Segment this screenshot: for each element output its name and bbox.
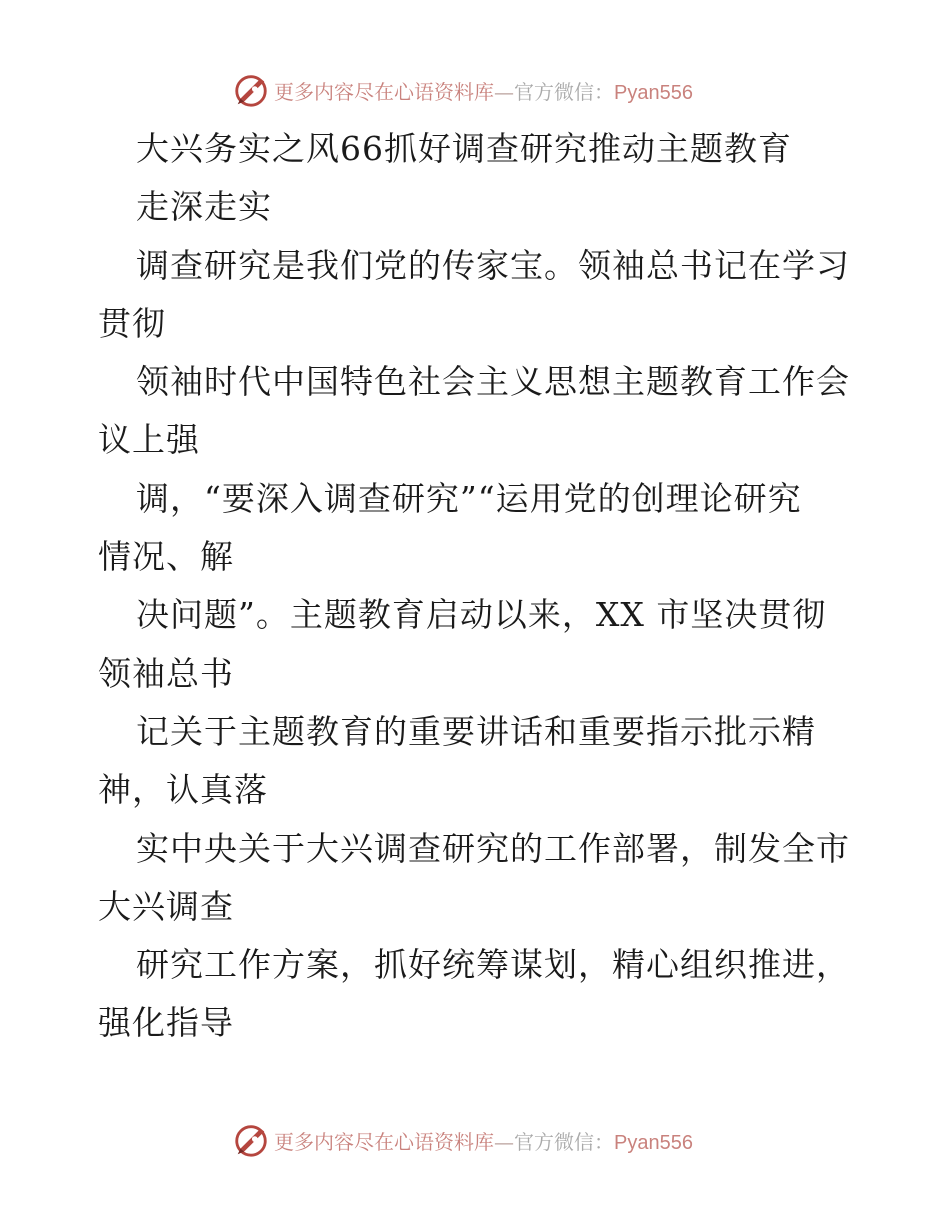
body-line: 领袖时代中国特色社会主义思想主题教育工作会 — [136, 362, 850, 402]
body-line: 情况、解 — [98, 537, 234, 577]
banner-promo: 更多内容尽在心语资料库 — [274, 1129, 494, 1154]
document-body — [98, 120, 858, 1053]
body-line: 研究工作方案，抓好统筹谋划，精心组织推进， — [136, 945, 850, 985]
banner-wechat-id: Pyan556 — [614, 81, 693, 104]
banner-promo: 更多内容尽在心语资料库 — [274, 79, 494, 104]
banner-dash: — — [494, 79, 514, 104]
banner-text — [274, 1126, 693, 1155]
banner-wechat-label: 官方微信： — [514, 79, 614, 104]
pen-logo-icon — [232, 1121, 270, 1159]
body-line: 领袖总书 — [98, 653, 234, 693]
body-line: 调查研究是我们党的传家宝。领袖总书记在学习 — [136, 245, 850, 285]
banner-dash: — — [494, 1129, 514, 1154]
banner-wechat-label: 官方微信： — [514, 1129, 614, 1154]
body-line: 记关于主题教育的重要讲话和重要指示批示精 — [136, 711, 816, 751]
body-line: 决问题”。主题教育启动以来，XX 市坚决贯彻 — [136, 595, 827, 635]
body-line: 神，认真落 — [98, 770, 268, 810]
body-line: 调，“要深入调查研究”“运用党的创理论研究 — [136, 478, 802, 518]
footer-banner — [232, 1120, 732, 1160]
body-line: 强化指导 — [98, 1003, 234, 1043]
body-line: 议上强 — [98, 420, 200, 460]
body-line: 贯彻 — [98, 303, 166, 343]
pen-logo-icon — [232, 71, 270, 109]
body-line: 大兴调查 — [98, 886, 234, 926]
header-banner — [232, 70, 732, 110]
banner-text — [274, 76, 693, 105]
body-line: 大兴务实之风66抓好调查研究推动主题教育 — [136, 129, 792, 168]
body-line: 实中央关于大兴调查研究的工作部署，制发全市 — [136, 828, 850, 868]
body-line: 走深走实 — [136, 187, 272, 227]
banner-wechat-id: Pyan556 — [614, 1131, 693, 1154]
